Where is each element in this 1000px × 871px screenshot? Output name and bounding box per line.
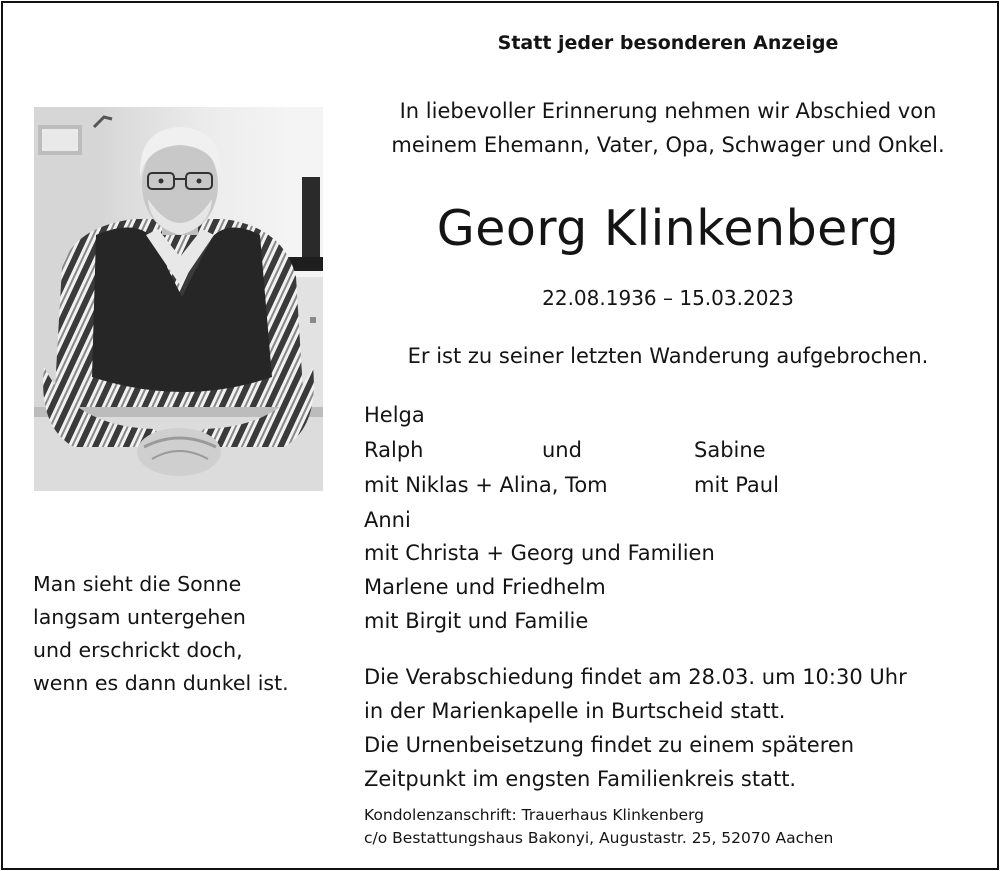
family-member: Marlene und Friedhelm: [364, 575, 606, 599]
ceremony-line: Zeitpunkt im engsten Familienkreis statt.: [364, 767, 797, 791]
life-dates: 22.08.1936 – 15.03.2023: [542, 286, 794, 310]
intro-text: [360, 94, 976, 162]
poem: [33, 568, 289, 700]
ceremony-line: in der Marienkapelle in Burtscheid statt.: [364, 699, 786, 723]
poem-line: langsam untergehen: [33, 605, 246, 629]
portrait-illustration: [34, 107, 323, 491]
motto-text: Er ist zu seiner letzten Wanderung aufgebrochen.: [407, 344, 929, 368]
family-connector: und: [542, 438, 582, 462]
family-member: Sabine: [694, 438, 766, 462]
intro-line: In liebevoller Erinnerung nehmen wir Abschied von: [399, 99, 937, 123]
family-member: mit Birgit und Familie: [364, 609, 589, 633]
family-member: mit Niklas + Alina, Tom: [364, 473, 608, 497]
family-member: Ralph: [364, 438, 424, 462]
poem-line: Man sieht die Sonne: [33, 572, 242, 596]
condolence-address: [364, 804, 833, 850]
family-member: mit Paul: [694, 473, 779, 497]
address-line: Kondolenzanschrift: Trauerhaus Klinkenberg: [364, 806, 705, 824]
intro-line: meinem Ehemann, Vater, Opa, Schwager und Onkel.: [391, 133, 945, 157]
poem-line: und erschrickt doch,: [33, 638, 243, 662]
ceremony-line: Die Verabschiedung findet am 28.03. um 10:30 Uhr: [364, 665, 907, 689]
notice-header: Statt jeder besonderen Anzeige: [497, 32, 839, 54]
poem-line: wenn es dann dunkel ist.: [33, 671, 289, 695]
ceremony-line: Die Urnenbeisetzung findet zu einem späteren: [364, 733, 855, 757]
address-line: c/o Bestattungshaus Bakonyi, Augustastr. 25, 52070 Aachen: [364, 829, 834, 847]
deceased-name: Georg Klinkenberg: [436, 200, 900, 257]
family-member: Anni: [364, 508, 411, 532]
portrait-photo: [34, 107, 323, 491]
family-member: mit Christa + Georg und Familien: [364, 541, 715, 565]
family-member: Helga: [364, 403, 425, 427]
ceremony-info: [364, 660, 907, 796]
